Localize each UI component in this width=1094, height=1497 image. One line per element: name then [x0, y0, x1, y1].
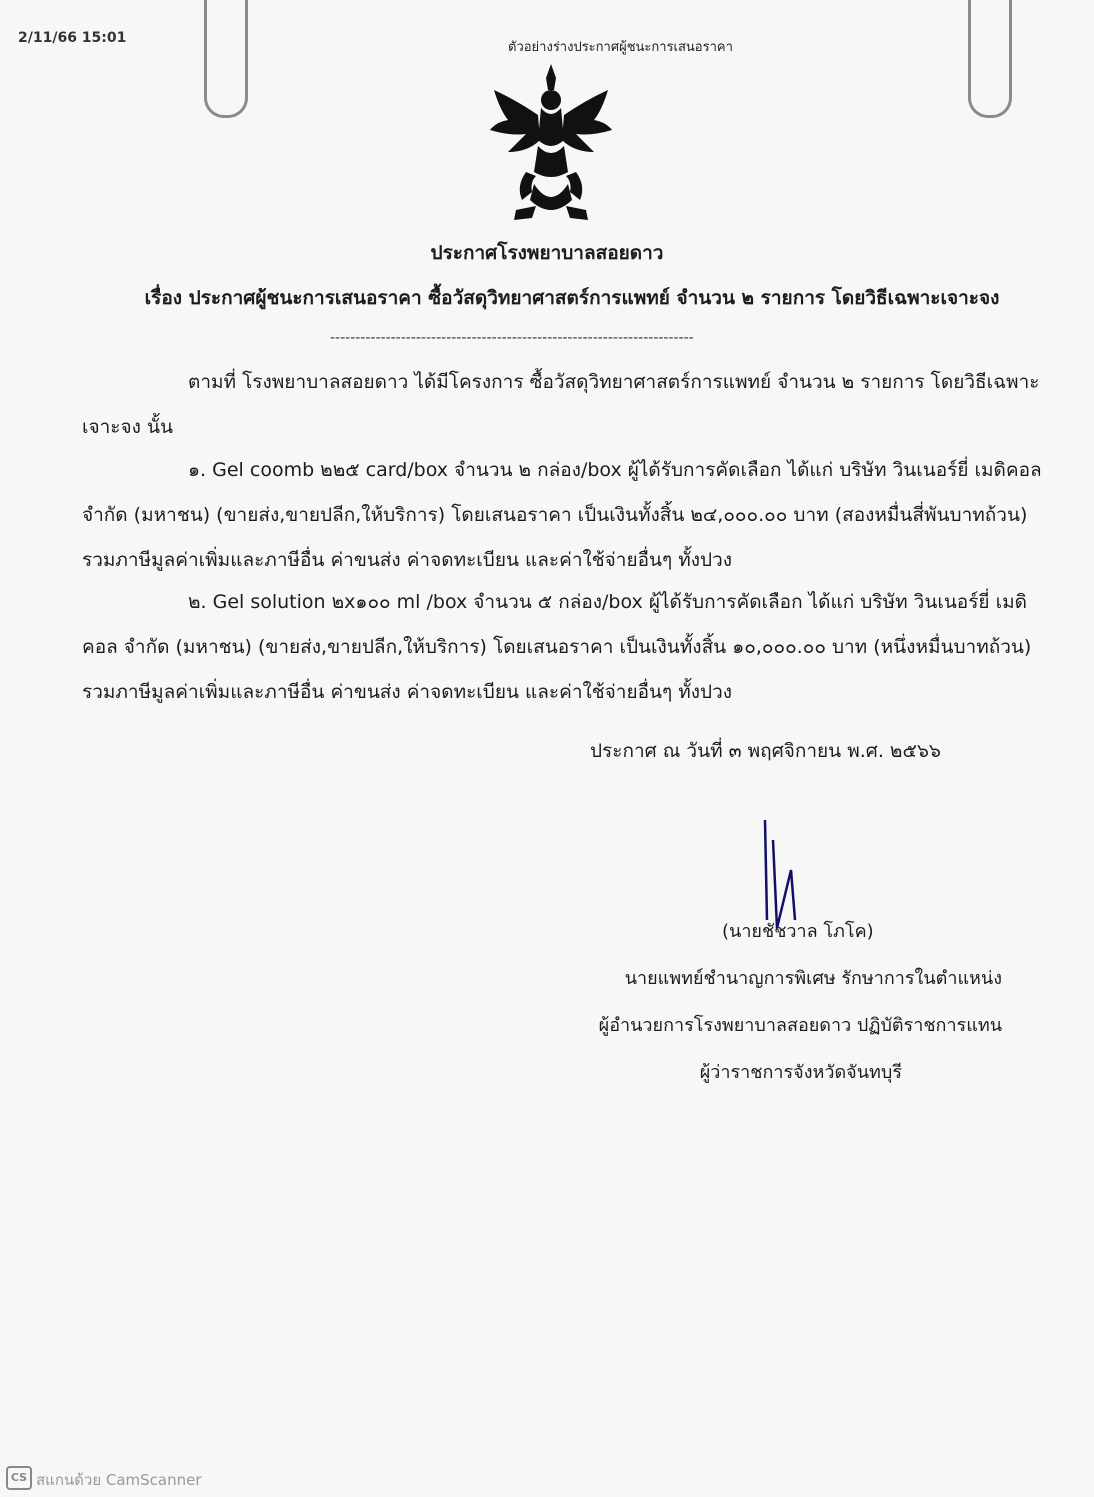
- camscanner-watermark: สแกนด้วย CamScanner: [36, 1471, 202, 1489]
- item-2-paragraph: ๒. Gel solution ๒x๑๐๐ ml /box จำนวน ๕ กล่อง/box ผู้ได้รับการคัดเลือก ได้แก่ บริษัท วินเนอร์ยี่ เมดิคอล จำกัด (มหาชน) (ขายส่ง,ขายปลีก,ให้บริการ) โดยเสนอราคา เป็นเงินทั้งสิ้น ๑๐,๐๐๐.๐๐ บาท (หนึ่งหมื่นบาทถ้วน) รวมภาษีมูลค่าเพิ่มและภาษีอื่น ค่าขนส่ง ค่าจดทะเบียน และค่าใช้จ่ายอื่นๆ ทั้งปวง: [82, 591, 1032, 703]
- garuda-emblem-icon: [486, 60, 616, 230]
- handwritten-signature-icon: [755, 810, 815, 930]
- draft-note: ตัวอย่างร่างประกาศผู้ชนะการเสนอราคา: [508, 40, 733, 55]
- signatory-position-3: ผู้ว่าราชการจังหวัดจันทบุรี: [699, 1062, 902, 1083]
- print-timestamp: 2/11/66 15:01: [18, 30, 127, 46]
- paper-clip-right: [968, 0, 1012, 118]
- title-separator: ------------------------------------------------------------------------: [330, 330, 694, 346]
- camscanner-logo-icon: CS: [6, 1466, 32, 1490]
- announcement-title: ประกาศโรงพยาบาลสอยดาว: [430, 242, 664, 264]
- item-1-paragraph: ๑. Gel coomb ๒๒๕ card/box จำนวน ๒ กล่อง/box ผู้ได้รับการคัดเลือก ได้แก่ บริษัท วินเนอร์ยี่ เมดิคอล จำกัด (มหาชน) (ขายส่ง,ขายปลีก,ให้บริการ) โดยเสนอราคา เป็นเงินทั้งสิ้น ๒๔,๐๐๐.๐๐ บาท (สองหมื่นสี่พันบาทถ้วน) รวมภาษีมูลค่าเพิ่มและภาษีอื่น ค่าขนส่ง ค่าจดทะเบียน และค่าใช้จ่ายอื่นๆ ทั้งปวง: [82, 459, 1042, 571]
- signatory-position-1: นายแพทย์ชำนาญการพิเศษ รักษาการในตำแหน่ง: [624, 968, 1002, 989]
- signatory-name: (นายชัชวาล โภโค): [722, 921, 874, 942]
- intro-paragraph: ตามที่ โรงพยาบาลสอยดาว ได้มีโครงการ ซื้อวัสดุวิทยาศาสตร์การแพทย์ จำนวน ๒ รายการ โดยวิธีเฉพาะเจาะจง นั้น: [82, 371, 1040, 438]
- announcement-date: ประกาศ ณ วันที่ ๓ พฤศจิกายน พ.ศ. ๒๕๖๖: [590, 740, 941, 762]
- paper-clip-left: [204, 0, 248, 118]
- announcement-subject: เรื่อง ประกาศผู้ชนะการเสนอราคา ซื้อวัสดุวิทยาศาสตร์การแพทย์ จำนวน ๒ รายการ โดยวิธีเฉพาะเจาะจง: [144, 287, 1000, 309]
- signatory-position-2: ผู้อำนวยการโรงพยาบาลสอยดาว ปฏิบัติราชการแทน: [598, 1015, 1002, 1036]
